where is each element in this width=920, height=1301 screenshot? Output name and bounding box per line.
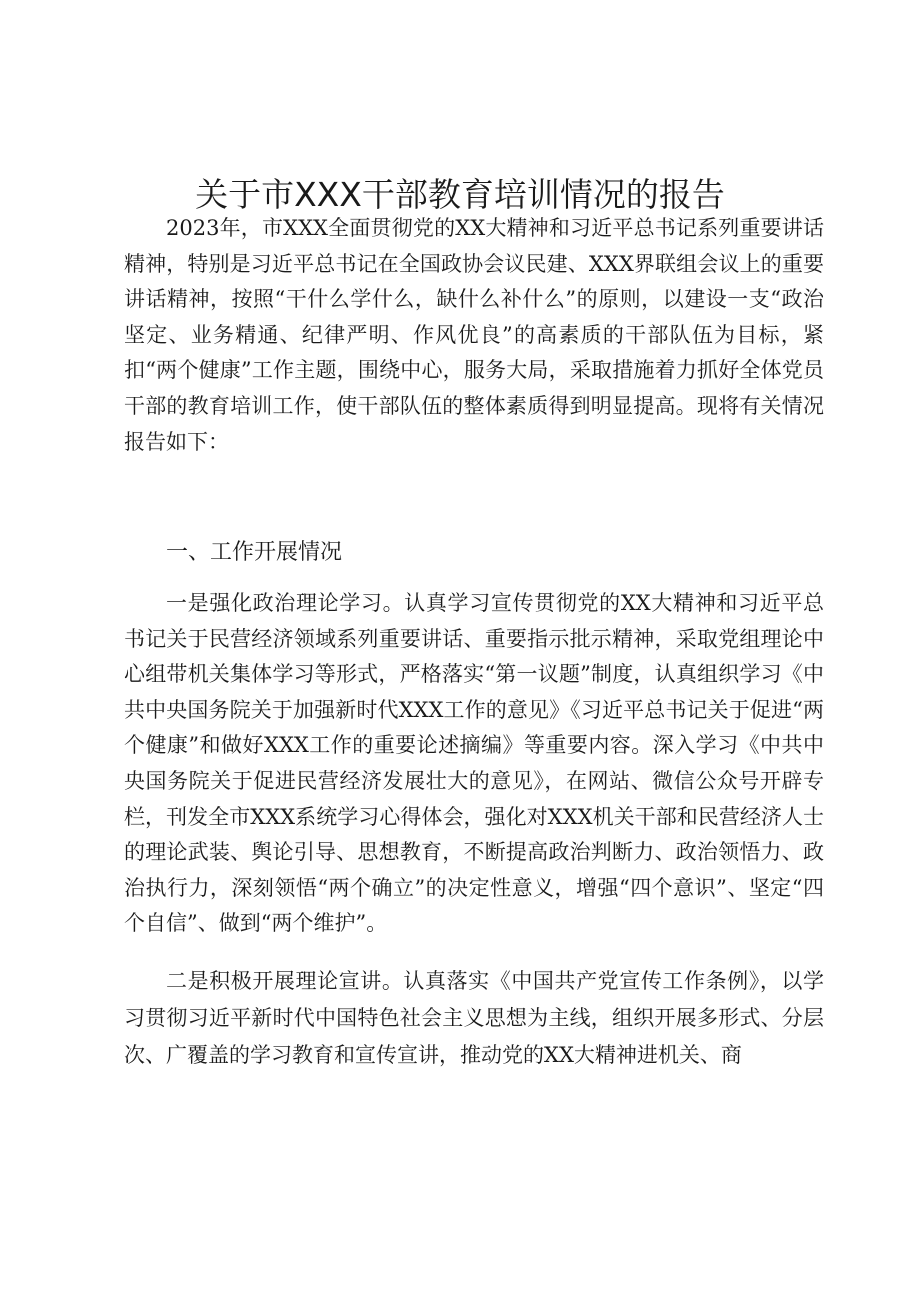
report-title: 关于市XXX干部教育培训情况的报告 (195, 175, 725, 214)
intro-paragraph: 2023年，市XXX全面贯彻党的XX大精神和习近平总书记系列重要讲话精神，特别是习近平总书记在全国政协会议民建、XXX界联组会议上的重要讲话精神，按照“干什么学什么，缺什么补什么”的原则，以建设一支“政治坚定、业务精通、纪律严明、作风优良”的高素质的干部队伍为目标，紧扣“两个健康”工作主题，围绕中心，服务大局，采取措施着力抓好全体党员干部的教育培训工作，使干部队伍的整体素质得到明显提高。现将有关情况报告如下： (124, 216, 824, 454)
paragraph-theory-propaganda: 二是积极开展理论宣讲。认真落实《中国共产党宣传工作条例》，以学习贯彻习近平新时代中国特色社会主义思想为主线，组织开展多形式、分层次、广覆盖的学习教育和宣传宣讲，推动党的XX大精神进机关、商 (124, 969, 824, 1067)
section-heading-work: 一、工作开展情况 (166, 540, 343, 565)
paragraph-political-theory: 一是强化政治理论学习。认真学习宣传贯彻党的XX大精神和习近平总书记关于民营经济领域系列重要讲话、重要指示批示精神，采取党组理论中心组带机关集体学习等形式，严格落实“第一议题”制度，认真组织学习《中共中央国务院关于加强新时代XXX工作的意见》《习近平总书记关于促进“两个健康”和做好XXX工作的重要论述摘编》等重要内容。深入学习《中共中央国务院关于促进民营经济发展壮大的意见》，在网站、微信公众号开辟专栏，刊发全市XXX系统学习心得体会，强化对XXX机关干部和民营经济人士的理论武装、舆论引导、思想教育，不断提高政治判断力、政治领悟力、政治执行力，深刻领悟“两个确立”的决定性意义，增强“四个意识”、坚定“四个自信”、做到“两个维护”。 (124, 591, 824, 936)
